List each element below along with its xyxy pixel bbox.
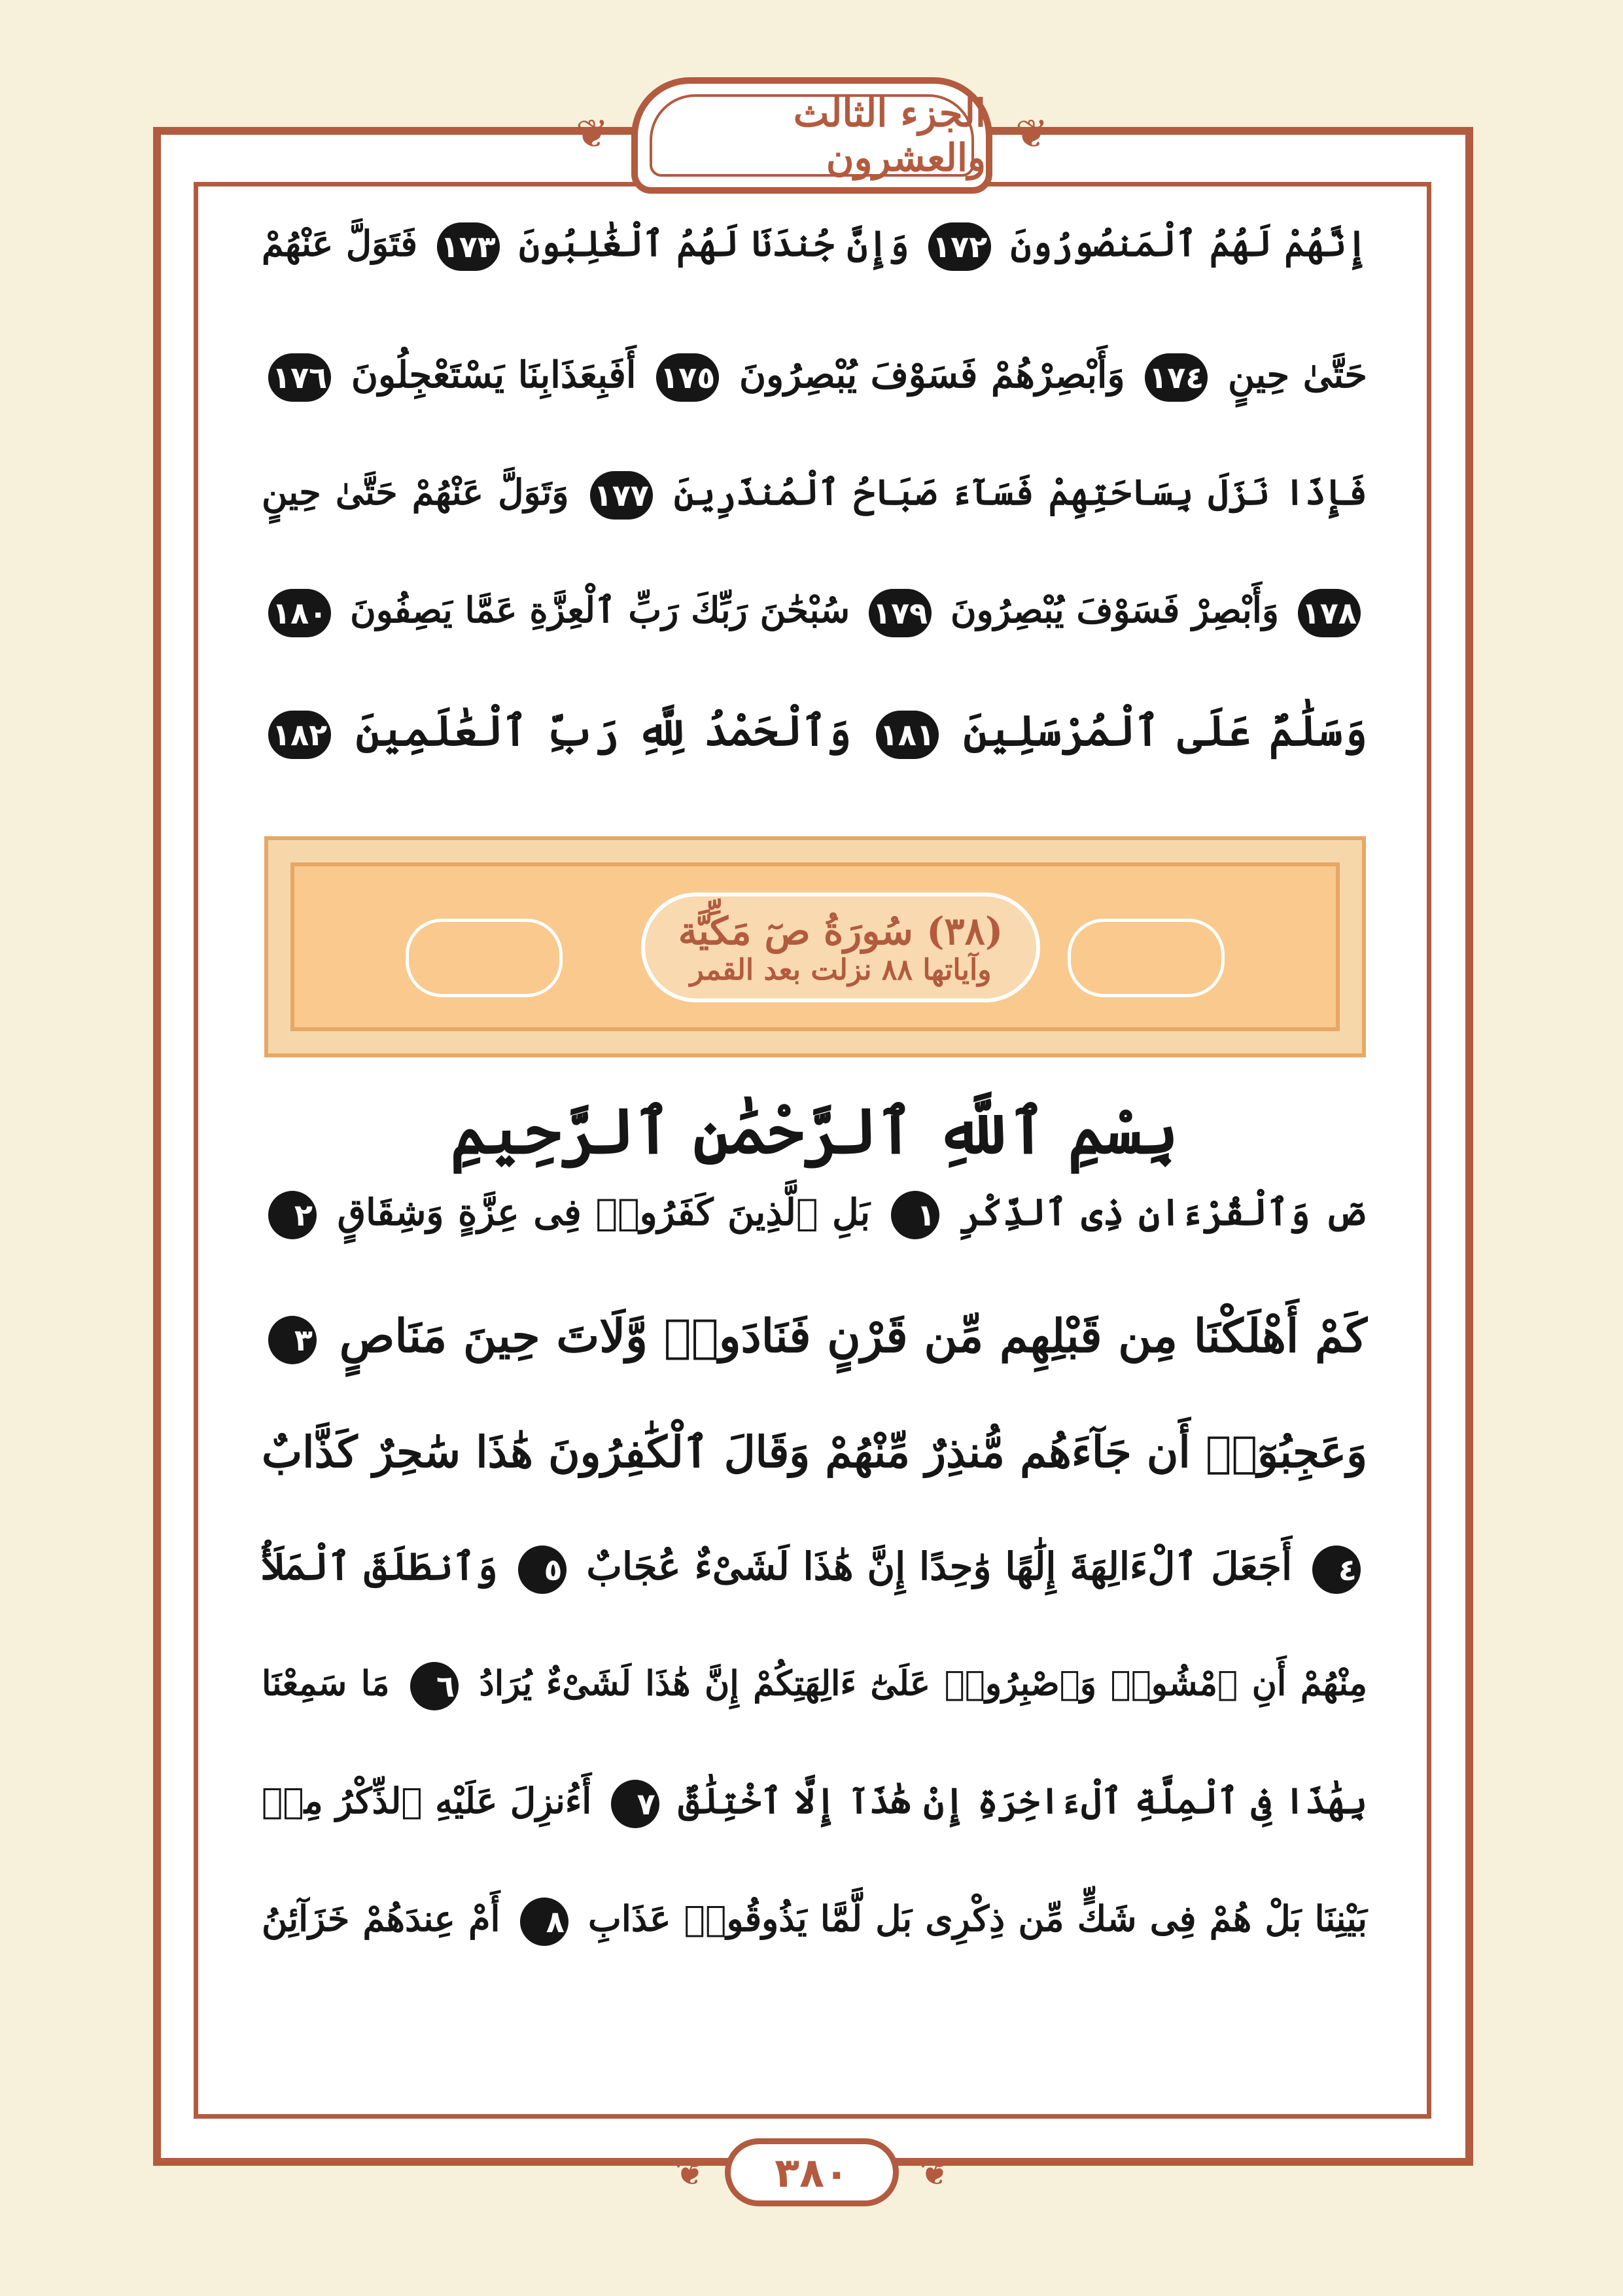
- ayah-number-marker: ٥: [518, 1545, 567, 1594]
- verse-text: بِهَٰذَا فِى ٱلْمِلَّةِ ٱلْءَاخِرَةِ إِنْ هَٰذَآ إِلَّا ٱخْتِلَٰقٌ: [678, 1780, 1367, 1822]
- verse-line: [262, 589, 1367, 637]
- verse-text: أَجَعَلَ ٱلْءَالِهَةَ إِلَٰهًا وَٰحِدًا إِنَّ هَٰذَا لَشَىْءٌ عُجَابٌ: [586, 1544, 1293, 1589]
- surah-name-line: [678, 909, 1003, 953]
- verse-text: وَٱلْحَمْدُ لِلَّهِ رَبِّ ٱلْعَٰلَمِينَ: [355, 707, 852, 756]
- verse-text: وَسَلَٰمٌ عَلَى ٱلْمُرْسَلِينَ: [963, 707, 1368, 756]
- flourish-icon: ❦: [1015, 111, 1049, 157]
- verse-line: [262, 1780, 1367, 1828]
- juz-header: [631, 77, 992, 194]
- ayah-number-marker: ١٨٢: [268, 711, 331, 759]
- ayah-number-marker: ٢: [268, 1191, 317, 1239]
- ayah-number-marker: ٦: [410, 1662, 459, 1710]
- page-number: ٣٨٠: [775, 2148, 849, 2197]
- verse-text: وَتَوَلَّ عَنْهُمْ حَتَّىٰ حِينٍ: [262, 471, 569, 514]
- verse-text: بَلِ ٱلَّذِينَ كَفَرُوا۟ فِى عِزَّةٍ وَشِقَاقٍ: [337, 1191, 871, 1234]
- verse-text: صٓ وَٱلْقُرْءَانِ ذِى ٱلذِّكْرِ: [960, 1191, 1367, 1234]
- verse-line: [262, 1191, 1367, 1239]
- verse-text: سُبْحَٰنَ رَبِّكَ رَبِّ ٱلْعِزَّةِ عَمَّا يَصِفُونَ: [350, 589, 850, 631]
- verse-text: أَمْ عِندَهُمْ خَزَآئِنُ: [262, 1898, 500, 1940]
- ayah-number-marker: ٧: [611, 1780, 659, 1828]
- verse-text: أَءُنزِلَ عَلَيْهِ ٱلذِّكْرُ مِنۢ: [262, 1780, 592, 1822]
- surah-cartouche: [641, 892, 1040, 1002]
- ayah-number-marker: ١٧٢: [928, 222, 991, 271]
- verse-text: وَإِنَّ جُندَنَا لَهُمُ ٱلْغَٰلِبُونَ: [519, 222, 909, 265]
- verse-line: [262, 222, 1367, 271]
- verse-line: [262, 1544, 1367, 1594]
- verse-text: مَا سَمِعْنَا: [262, 1663, 390, 1704]
- verse-line: [262, 1426, 1367, 1478]
- ayah-number-marker: ١٨١: [876, 711, 939, 759]
- ayah-number-marker: ١٧٤: [1145, 353, 1208, 402]
- panel-ornament: [1068, 919, 1225, 997]
- verse-text: مِنْهُمْ أَنِ ٱمْشُوا۟ وَٱصْبِرُوا۟ عَلَىٰٓ ءَالِهَتِكُمْ إِنَّ هَٰذَا لَشَىْءٌ يُرَادُ: [479, 1663, 1368, 1704]
- surah-info: وآياتها ٨٨ نزلت بعد القمر: [689, 953, 992, 987]
- ayah-number-marker: ١٧٧: [590, 471, 653, 520]
- ayah-number-marker: ١٧٨: [1298, 589, 1361, 637]
- flourish-icon: ❦: [575, 111, 609, 157]
- verse-text: فَتَوَلَّ عَنْهُمْ: [262, 222, 418, 265]
- verse-line: [262, 471, 1367, 520]
- verse-text: أَفَبِعَذَابِنَا يَسْتَعْجِلُونَ: [351, 353, 637, 397]
- page-number-box: [725, 2138, 899, 2206]
- verse-text: إِنَّهُمْ لَهُمُ ٱلْمَنصُورُونَ: [1010, 222, 1367, 265]
- surah-header-panel: [264, 836, 1366, 1057]
- ayah-number-marker: ١: [891, 1191, 939, 1239]
- verse-text: كَمْ أَهْلَكْنَا مِن قَبْلِهِم مِّن قَرْنٍ فَنَادَوا۟ وَّلَاتَ حِينَ مَنَاصٍ: [339, 1309, 1367, 1363]
- verse-text: وَٱنطَلَقَ ٱلْمَلَأُ: [262, 1544, 498, 1589]
- surah-panel-inner: [290, 862, 1340, 1031]
- verse-text: فَإِذَا نَزَلَ بِسَاحَتِهِمْ فَسَآءَ صَبَاحُ ٱلْمُنذَرِينَ: [674, 471, 1367, 514]
- ayah-number-marker: ٤: [1312, 1545, 1361, 1594]
- ayah-number-marker: ١٧٣: [437, 222, 500, 271]
- flourish-icon: ❦: [674, 2151, 706, 2194]
- verse-text: حَتَّىٰ حِينٍ: [1228, 353, 1368, 397]
- surah-name: سُورَةُ صٓ مَكِّيَّة: [678, 908, 913, 953]
- basmala: بِسْمِ ٱللَّهِ ٱلرَّحْمَٰنِ ٱلرَّحِيمِ: [450, 1094, 1179, 1168]
- verse-text: وَأَبْصِرْ فَسَوْفَ يُبْصِرُونَ: [950, 589, 1279, 631]
- ayah-number-marker: ٨: [520, 1898, 568, 1946]
- ayah-number-marker: ٣: [268, 1316, 317, 1364]
- panel-ornament: [406, 919, 563, 997]
- ayah-number-marker: ١٧٩: [869, 589, 932, 637]
- verse-text: وَأَبْصِرْهُمْ فَسَوْفَ يُبْصِرُونَ: [739, 353, 1125, 397]
- verse-text: بَيْنِنَا بَلْ هُمْ فِى شَكٍّ مِّن ذِكْرِى بَل لَّمَّا يَذُوقُوا۟ عَذَابِ: [588, 1898, 1367, 1940]
- ayah-number-marker: ١٧٦: [268, 353, 331, 402]
- verse-line: [262, 1898, 1367, 1946]
- verse-line: [262, 1309, 1367, 1364]
- surah-number: (٣٨): [926, 908, 1003, 953]
- juz-title: الجزء الثالث والعشرون: [793, 91, 986, 180]
- ayah-number-marker: ١٧٥: [656, 353, 719, 402]
- verse-line: [262, 707, 1367, 759]
- verse-line: [262, 1662, 1367, 1710]
- verse-line: [262, 353, 1367, 402]
- verse-text: وَعَجِبُوٓا۟ أَن جَآءَهُم مُّنذِرٌ مِّنْهُمْ وَقَالَ ٱلْكَٰفِرُونَ هَٰذَا سَٰحِرٌ كَذَّابٌ: [262, 1426, 1367, 1477]
- ayah-number-marker: ١٨٠: [268, 589, 331, 637]
- flourish-icon: ❦: [919, 2151, 951, 2194]
